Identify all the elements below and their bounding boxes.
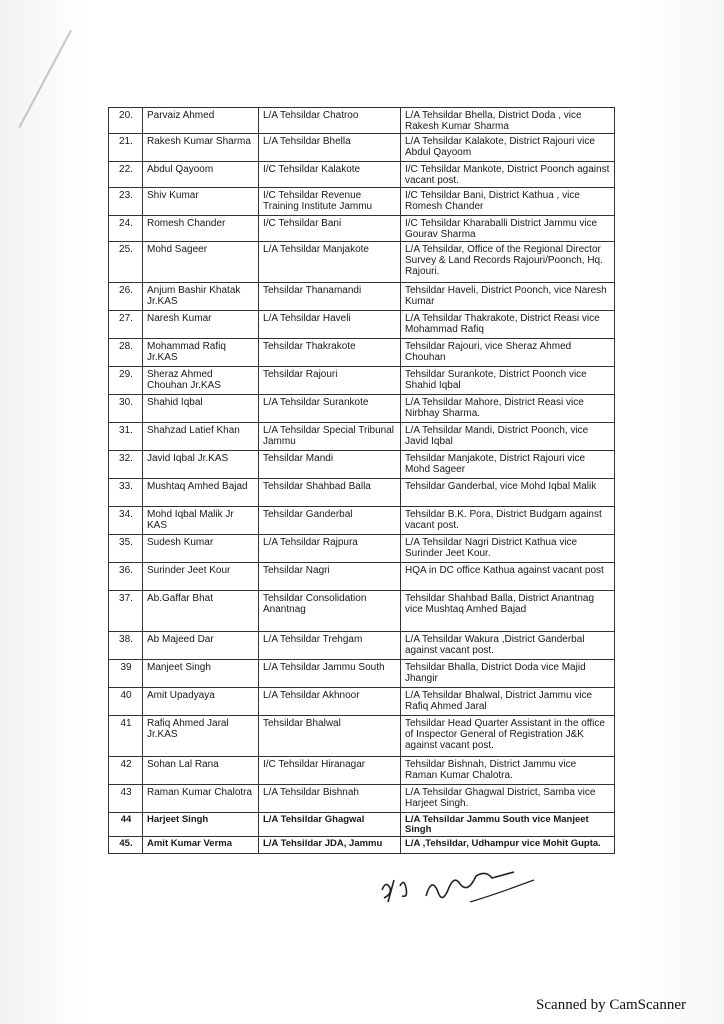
serial-number-cell: 24. (109, 216, 143, 242)
table-row (109, 535, 615, 563)
serial-number-cell: 34. (109, 507, 143, 535)
new-posting-cell: L/A Tehsildar Mahore, District Reasi vice Nirbhay Sharma. (401, 395, 615, 423)
new-posting-cell: Tehsildar Manjakote, District Rajouri vice Mohd Sageer (401, 451, 615, 479)
officer-name-cell: Amit Kumar Verma (143, 837, 259, 854)
officer-name-cell: Anjum Bashir Khatak Jr.KAS (143, 283, 259, 311)
handwritten-signature (378, 866, 548, 906)
officer-name-cell: Mohd Iqbal Malik Jr KAS (143, 507, 259, 535)
table-row (109, 591, 615, 632)
serial-number-cell: 39 (109, 660, 143, 688)
serial-number-cell: 28. (109, 339, 143, 367)
officer-name-cell: Rafiq Ahmed Jaral Jr.KAS (143, 716, 259, 757)
present-posting-cell: Tehsildar Bhalwal (259, 716, 401, 757)
new-posting-cell: L/A Tehsildar Wakura ,District Ganderbal against vacant post. (401, 632, 615, 660)
present-posting-cell: L/A Tehsildar Chatroo (259, 108, 401, 134)
table-row (109, 451, 615, 479)
serial-number-cell: 21. (109, 134, 143, 162)
table-row (109, 242, 615, 283)
new-posting-cell: I/C Tehsildar Bani, District Kathua , vice Romesh Chander (401, 188, 615, 216)
table-row (109, 837, 615, 854)
serial-number-cell: 35. (109, 535, 143, 563)
table-row (109, 716, 615, 757)
table-row (109, 507, 615, 535)
table-row (109, 162, 615, 188)
new-posting-cell: L/A Tehsildar Ghagwal District, Samba vice Harjeet Singh. (401, 785, 615, 813)
serial-number-cell: 26. (109, 283, 143, 311)
new-posting-cell: I/C Tehsildar Mankote, District Poonch against vacant post. (401, 162, 615, 188)
officer-name-cell: Mohd Sageer (143, 242, 259, 283)
present-posting-cell: L/A Tehsildar JDA, Jammu (259, 837, 401, 854)
present-posting-cell: I/C Tehsildar Hiranagar (259, 757, 401, 785)
present-posting-cell: L/A Tehsildar Haveli (259, 311, 401, 339)
serial-number-cell: 41 (109, 716, 143, 757)
table-row (109, 339, 615, 367)
new-posting-cell: L/A ,Tehsildar, Udhampur vice Mohit Gupta. (401, 837, 615, 854)
new-posting-cell: HQA in DC office Kathua against vacant post (401, 563, 615, 591)
new-posting-cell: L/A Tehsildar, Office of the Regional Director Survey & Land Records Rajouri/Poonch, Hq. Rajouri. (401, 242, 615, 283)
serial-number-cell: 40 (109, 688, 143, 716)
present-posting-cell: L/A Tehsildar Manjakote (259, 242, 401, 283)
serial-number-cell: 44 (109, 813, 143, 837)
new-posting-cell: Tehsildar Bhalla, District Doda vice Majid Jhangir (401, 660, 615, 688)
table-row (109, 134, 615, 162)
serial-number-cell: 36. (109, 563, 143, 591)
present-posting-cell: I/C Tehsildar Bani (259, 216, 401, 242)
officer-name-cell: Javid Iqbal Jr.KAS (143, 451, 259, 479)
officer-name-cell: Mohammad Rafiq Jr.KAS (143, 339, 259, 367)
officer-name-cell: Sohan Lal Rana (143, 757, 259, 785)
serial-number-cell: 30. (109, 395, 143, 423)
officer-name-cell: Manjeet Singh (143, 660, 259, 688)
table-row (109, 367, 615, 395)
officer-name-cell: Ab.Gaffar Bhat (143, 591, 259, 632)
serial-number-cell: 31. (109, 423, 143, 451)
scanner-footer: Scanned by CamScanner (536, 997, 686, 1013)
new-posting-cell: L/A Tehsildar Thakrakote, District Reasi vice Mohammad Rafiq (401, 311, 615, 339)
new-posting-cell: I/C Tehsildar Kharaballi District Jammu vice Gourav Sharma (401, 216, 615, 242)
serial-number-cell: 20. (109, 108, 143, 134)
table-row (109, 757, 615, 785)
table-row (109, 813, 615, 837)
serial-number-cell: 25. (109, 242, 143, 283)
serial-number-cell: 22. (109, 162, 143, 188)
new-posting-cell: Tehsildar B.K. Pora, District Budgam against vacant post. (401, 507, 615, 535)
officer-name-cell: Rakesh Kumar Sharma (143, 134, 259, 162)
new-posting-cell: Tehsildar Head Quarter Assistant in the office of Inspector General of Registration J&K against vacant post. (401, 716, 615, 757)
officer-name-cell: Amit Upadyaya (143, 688, 259, 716)
new-posting-cell: Tehsildar Haveli, District Poonch, vice Naresh Kumar (401, 283, 615, 311)
present-posting-cell: Tehsildar Thanamandi (259, 283, 401, 311)
serial-number-cell: 27. (109, 311, 143, 339)
serial-number-cell: 45. (109, 837, 143, 854)
present-posting-cell: L/A Tehsildar Ghagwal (259, 813, 401, 837)
new-posting-cell: Tehsildar Rajouri, vice Sheraz Ahmed Chouhan (401, 339, 615, 367)
present-posting-cell: L/A Tehsildar Rajpura (259, 535, 401, 563)
officer-name-cell: Shahid Iqbal (143, 395, 259, 423)
serial-number-cell: 37. (109, 591, 143, 632)
faint-stamp (290, 974, 440, 986)
table-row (109, 283, 615, 311)
officer-name-cell: Shahzad Latief Khan (143, 423, 259, 451)
table-row (109, 563, 615, 591)
serial-number-cell: 43 (109, 785, 143, 813)
officer-name-cell: Sudesh Kumar (143, 535, 259, 563)
present-posting-cell: L/A Tehsildar Bhella (259, 134, 401, 162)
table-row (109, 423, 615, 451)
new-posting-cell: L/A Tehsildar Mandi, District Poonch, vice Javid Iqbal (401, 423, 615, 451)
officer-name-cell: Ab Majeed Dar (143, 632, 259, 660)
table-row (109, 688, 615, 716)
present-posting-cell: I/C Tehsildar Revenue Training Institute Jammu (259, 188, 401, 216)
present-posting-cell: L/A Tehsildar Special Tribunal Jammu (259, 423, 401, 451)
new-posting-cell: L/A Tehsildar Jammu South vice Manjeet Singh (401, 813, 615, 837)
present-posting-cell: Tehsildar Thakrakote (259, 339, 401, 367)
serial-number-cell: 23. (109, 188, 143, 216)
table-row (109, 395, 615, 423)
transfer-table (108, 107, 615, 854)
table-row (109, 785, 615, 813)
serial-number-cell: 32. (109, 451, 143, 479)
new-posting-cell: L/A Tehsildar Kalakote, District Rajouri vice Abdul Qayoom (401, 134, 615, 162)
table-row (109, 311, 615, 339)
present-posting-cell: I/C Tehsildar Kalakote (259, 162, 401, 188)
present-posting-cell: Tehsildar Mandi (259, 451, 401, 479)
serial-number-cell: 38. (109, 632, 143, 660)
new-posting-cell: Tehsildar Ganderbal, vice Mohd Iqbal Malik (401, 479, 615, 507)
serial-number-cell: 33. (109, 479, 143, 507)
present-posting-cell: L/A Tehsildar Trehgam (259, 632, 401, 660)
new-posting-cell: L/A Tehsildar Bhella, District Doda , vice Rakesh Kumar Sharma (401, 108, 615, 134)
present-posting-cell: Tehsildar Ganderbal (259, 507, 401, 535)
present-posting-cell: L/A Tehsildar Surankote (259, 395, 401, 423)
present-posting-cell: Tehsildar Rajouri (259, 367, 401, 395)
officer-name-cell: Romesh Chander (143, 216, 259, 242)
officer-name-cell: Naresh Kumar (143, 311, 259, 339)
officer-name-cell: Parvaiz Ahmed (143, 108, 259, 134)
serial-number-cell: 42 (109, 757, 143, 785)
present-posting-cell: Tehsildar Shahbad Balla (259, 479, 401, 507)
new-posting-cell: Tehsildar Bishnah, District Jammu vice Raman Kumar Chalotra. (401, 757, 615, 785)
new-posting-cell: Tehsildar Surankote, District Poonch vice Shahid Iqbal (401, 367, 615, 395)
officer-name-cell: Surinder Jeet Kour (143, 563, 259, 591)
present-posting-cell: L/A Tehsildar Akhnoor (259, 688, 401, 716)
new-posting-cell: L/A Tehsildar Nagri District Kathua vice Surinder Jeet Kour. (401, 535, 615, 563)
serial-number-cell: 29. (109, 367, 143, 395)
new-posting-cell: Tehsildar Shahbad Balla, District Anantnag vice Mushtaq Amhed Bajad (401, 591, 615, 632)
officer-name-cell: Shiv Kumar (143, 188, 259, 216)
officer-name-cell: Abdul Qayoom (143, 162, 259, 188)
present-posting-cell: Tehsildar Nagri (259, 563, 401, 591)
table-row (109, 632, 615, 660)
officer-name-cell: Mushtaq Amhed Bajad (143, 479, 259, 507)
table-row (109, 188, 615, 216)
table-row (109, 660, 615, 688)
officer-name-cell: Harjeet Singh (143, 813, 259, 837)
table-row (109, 479, 615, 507)
present-posting-cell: L/A Tehsildar Jammu South (259, 660, 401, 688)
present-posting-cell: L/A Tehsildar Bishnah (259, 785, 401, 813)
table-row (109, 108, 615, 134)
officer-name-cell: Raman Kumar Chalotra (143, 785, 259, 813)
table-row (109, 216, 615, 242)
officer-name-cell: Sheraz Ahmed Chouhan Jr.KAS (143, 367, 259, 395)
present-posting-cell: Tehsildar Consolidation Anantnag (259, 591, 401, 632)
new-posting-cell: L/A Tehsildar Bhalwal, District Jammu vice Rafiq Ahmed Jaral (401, 688, 615, 716)
